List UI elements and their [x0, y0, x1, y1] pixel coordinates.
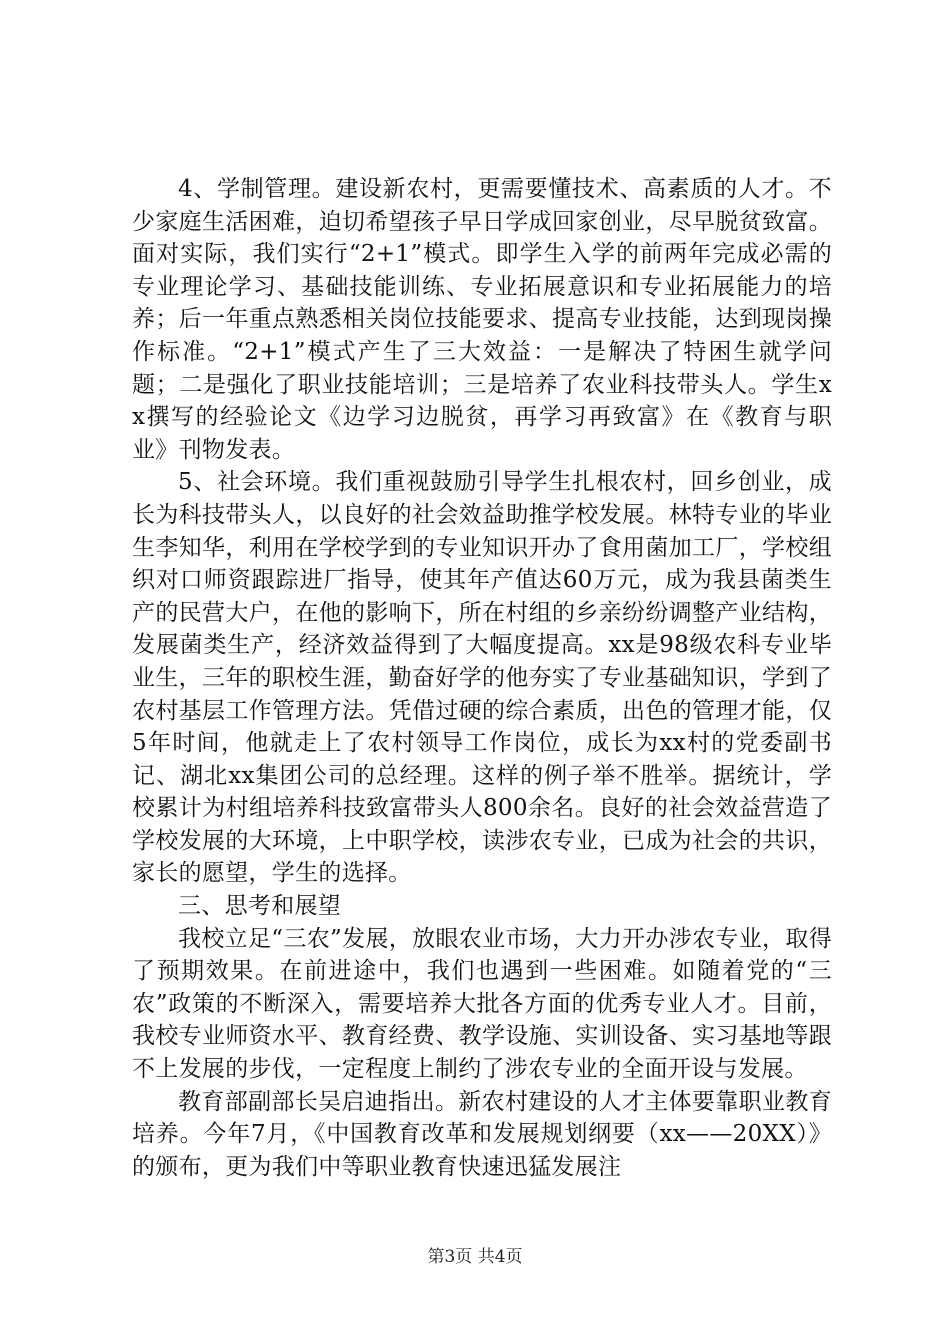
paragraph-outlook: 教育部副部长吴启迪指出。新农村建设的人才主体要靠职业教育培养。今年7月，《中国教育改革和发展规划纲要（xx——20XX）》的颁布，更为我们中等职业教育快速迅猛发展注: [132, 1088, 832, 1180]
paragraph-school-system-management: 4、学制管理。建设新农村，更需要懂技术、高素质的人才。不少家庭生活困难，迫切希望孩子早日学成回家创业，尽早脱贫致富。面对实际，我们实行“2+1”模式。即学生入学的前两年完成必需的专业理论学习、基础技能训练、专业拓展意识和专业拓展能力的培养；后一年重点熟悉相关岗位技能要求、提高专业技能，达到现岗操作标准。“2+1”模式产生了三大效益：一是解决了特困生就学问题；二是强化了职业技能培训；三是培养了农业科技带头人。学生xx撰写的经验论文《边学习边脱贫，再学习再致富》在《教育与职业》刊物发表。: [132, 176, 832, 463]
paragraph-social-environment: 5、社会环境。我们重视鼓励引导学生扎根农村，回乡创业，成长为科技带头人，以良好的社会效益助推学校发展。林特专业的毕业生李知华，利用在学校学到的专业知识开办了食用菌加工厂，学校组织对口师资跟踪进厂指导，使其年产值达60万元，成为我县菌类生产的民营大户，在他的影响下，所在村组的乡亲纷纷调整产业结构，发展菌类生产，经济效益得到了大幅度提高。xx是98级农科专业毕业生，三年的职校生涯，勤奋好学的他夯实了专业基础知识，学到了农村基层工作管理方法。凭借过硬的综合素质，出色的管理才能，仅5年时间，他就走上了农村领导工作岗位，成长为xx村的党委副书记、湖北xx集团公司的总经理。这样的例子举不胜举。据统计，学校累计为村组培养科技致富带头人800余名。良好的社会效益营造了学校发展的大环境，上中职学校，读涉农专业，已成为社会的共识，家长的愿望，学生的选择。: [132, 469, 832, 887]
document-body: [132, 173, 832, 1183]
page-number-footer: 第3页 共4页: [427, 1247, 523, 1267]
paragraph-reflection: 我校立足“三农”发展，放眼农业市场，大力开办涉农专业，取得了预期效果。在前进途中，我们也遇到一些困难。如随着党的“三农”政策的不断深入，需要培养大批各方面的优秀专业人才。目前，我校专业师资水平、教育经费、教学设施、实训设备、实习基地等跟不上发展的步伐，一定程度上制约了涉农专业的全面开设与发展。: [132, 925, 832, 1083]
section-heading-reflection: 三、思考和展望: [178, 893, 342, 920]
